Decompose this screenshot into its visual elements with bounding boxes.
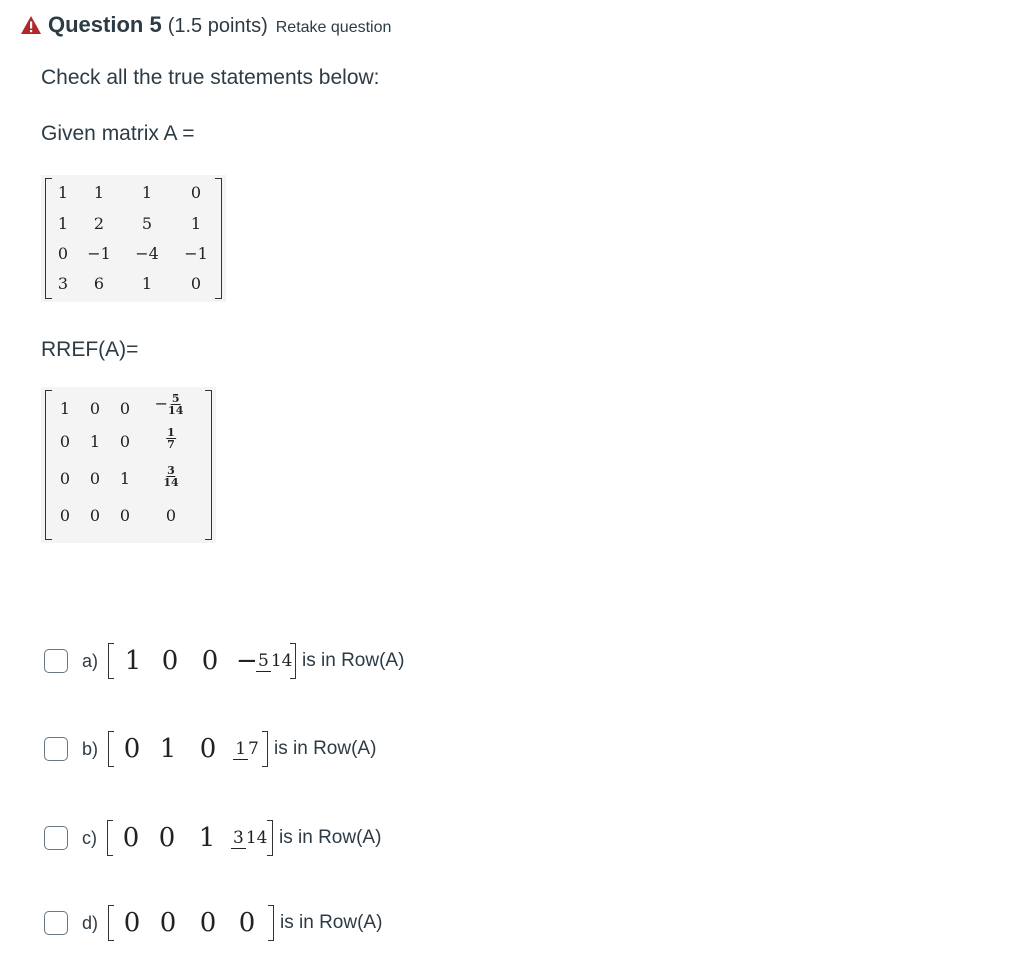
matrix-a-cell: 0 [190,183,202,202]
option-c[interactable] [44,813,381,863]
question-title: Question 5 [48,12,162,37]
question-points: (1.5 points) [167,15,268,37]
option-b[interactable] [44,724,376,774]
matrix-a-cell: 1 [141,183,153,202]
option-letter: a) [82,650,99,671]
matrix-a-cell: 1 [141,274,153,293]
matrix-a-cell: 0 [57,244,69,263]
matrix-a-cell: 1 [190,214,202,233]
rref-cell: 0 [119,506,131,525]
option-b-text: is in Row(A) [274,738,377,759]
matrix-a-cell: 1 [57,214,69,233]
option-letter: d) [82,912,99,933]
matrix-a-cell: 3 [57,274,69,293]
matrix-a-cell: 1 [93,183,105,202]
retake-question-link[interactable]: Retake question [275,19,392,36]
matrix-a-cell: −4 [135,244,159,263]
rref-cell: 0 [89,469,101,488]
question-header [20,12,391,38]
rref-cell: 0 [89,506,101,525]
rref-cell: $\frac{1}{7}$ [167,426,175,451]
given-matrix-label: Given matrix A = [41,122,195,145]
rref-cell: $\frac{3}{14}$ [163,464,179,489]
matrix-a-cell: 6 [93,274,105,293]
question-statement: Check all the true statements below: [41,66,380,89]
option-d-checkbox[interactable] [44,911,68,935]
rref-label: RREF(A)= [41,338,139,361]
rref-cell: 0 [165,506,177,525]
rref-cell: 0 [89,399,101,418]
rref-cell: 0 [59,469,71,488]
rref-cell: 1 [119,469,131,488]
rref-matrix-image [41,387,216,543]
matrix-a-cell: 2 [93,214,105,233]
option-a-text: is in Row(A) [302,650,405,671]
option-c-vector: 0 0 1 3 14 [107,820,273,856]
rref-cell: − $\frac{5}{14}$ [154,392,184,417]
rref-cell: 0 [59,506,71,525]
rref-cell: 1 [59,399,71,418]
option-a-checkbox[interactable] [44,649,68,673]
option-d-text: is in Row(A) [280,912,383,933]
warning-icon [20,15,42,35]
matrix-a-cell: −1 [184,244,208,263]
rref-cell: 1 [89,432,101,451]
option-a-vector: 1 0 0 − 5 14 [108,643,296,679]
matrix-a-cell: 5 [141,214,153,233]
option-letter: c) [82,827,97,848]
option-d[interactable] [44,898,382,948]
matrix-a-cell: 1 [57,183,69,202]
option-letter: b) [82,738,99,759]
option-a[interactable] [44,636,404,686]
matrix-a-cell: −1 [87,244,111,263]
rref-cell: 0 [119,432,131,451]
option-b-checkbox[interactable] [44,737,68,761]
rref-cell: 0 [119,399,131,418]
option-c-text: is in Row(A) [279,827,382,848]
rref-cell: 0 [59,432,71,451]
option-d-vector: 0 0 0 0 [108,905,274,941]
matrix-a-cell: 0 [190,274,202,293]
option-b-vector: 0 1 0 1 7 [108,731,268,767]
option-c-checkbox[interactable] [44,826,68,850]
matrix-a-image [41,175,226,302]
